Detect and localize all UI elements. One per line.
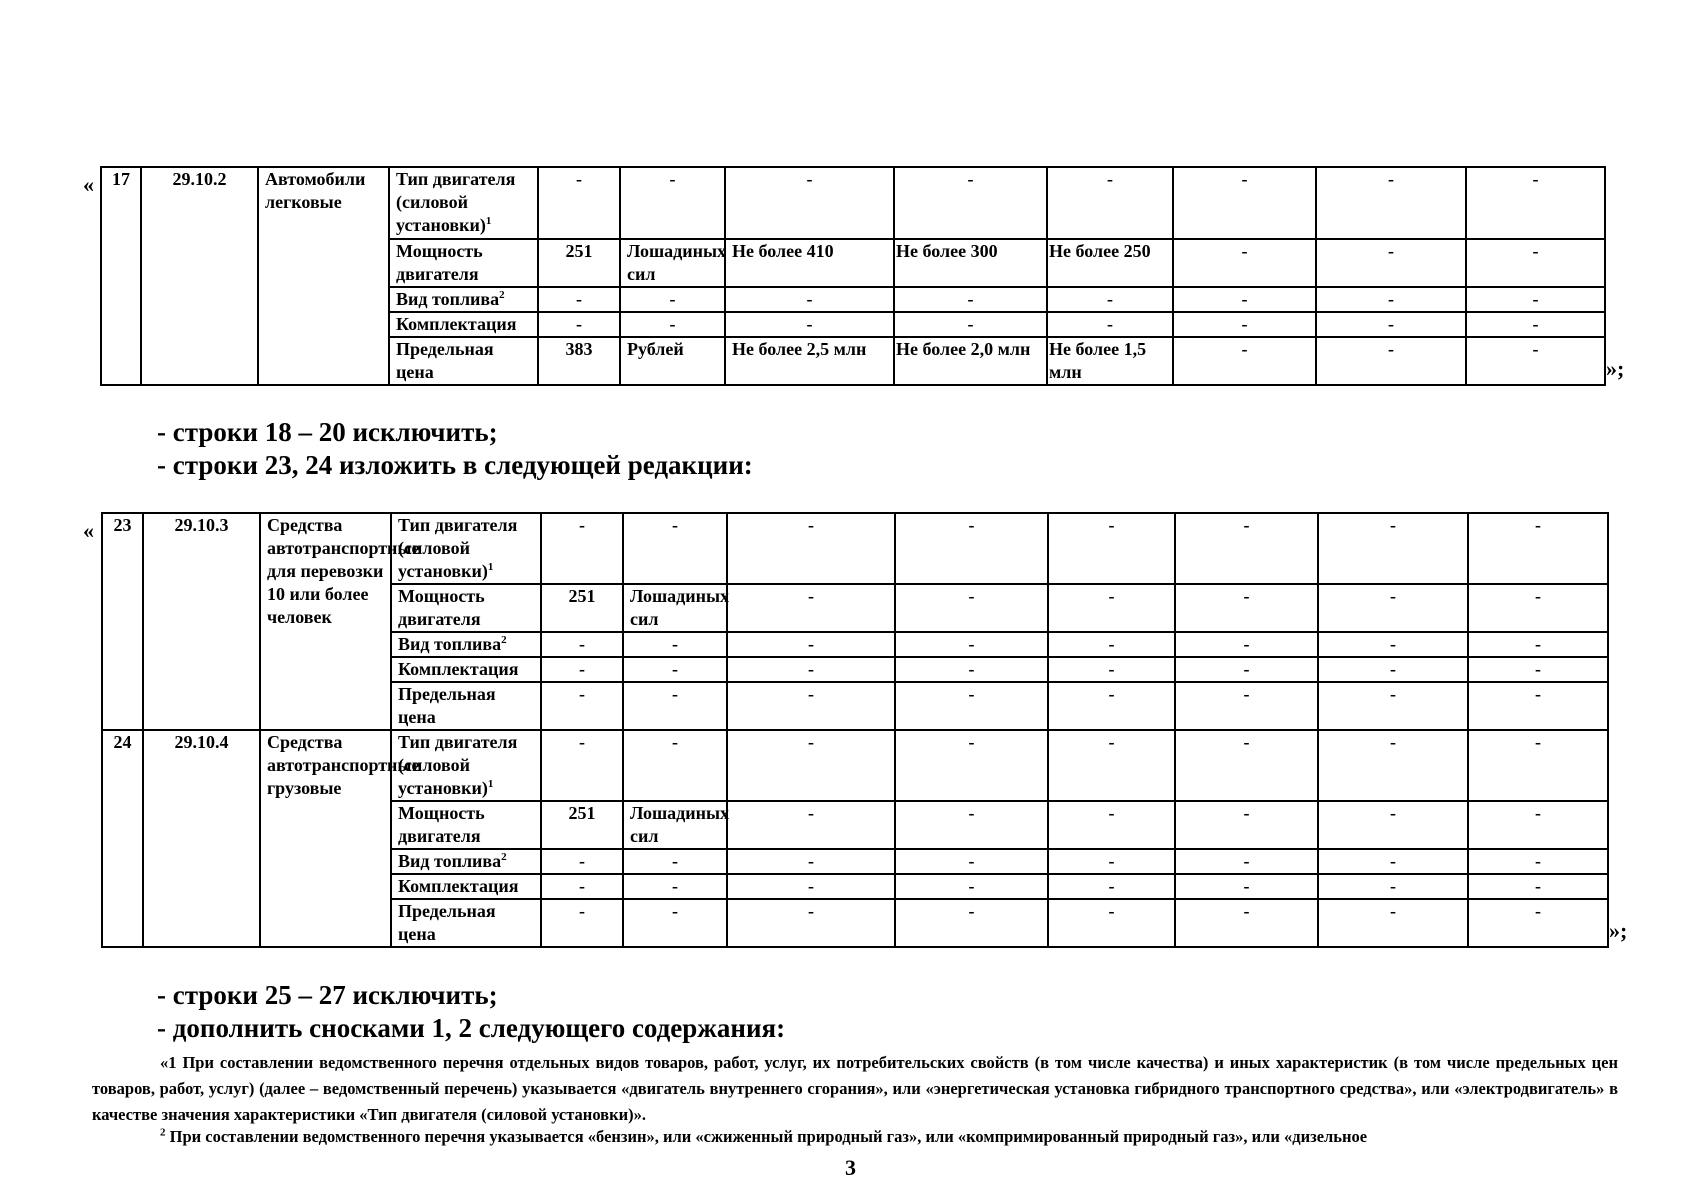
dash-cell: - [894, 287, 1047, 312]
table-row [102, 513, 1608, 584]
dash-cell: - [620, 287, 725, 312]
dash-cell: - [725, 287, 894, 312]
table-rows-23-24 [101, 512, 1609, 948]
dash-cell: - [1466, 167, 1605, 239]
dash-cell: - [1318, 682, 1468, 730]
dash-cell: - [541, 657, 623, 682]
footnote-2 [92, 1124, 1618, 1150]
characteristic-label: Мощность двигателя [391, 801, 541, 849]
dash-cell: - [894, 312, 1047, 337]
characteristic-label: Мощность двигателя [389, 239, 538, 287]
dash-cell: - [727, 657, 895, 682]
row-number: 24 [102, 730, 143, 947]
dash-cell: - [623, 899, 727, 947]
dash-cell: - [895, 874, 1048, 899]
dash-cell: - [727, 632, 895, 657]
dash-cell: - [623, 513, 727, 584]
dash-cell: - [725, 312, 894, 337]
unit-name: Лошадиных сил [623, 584, 727, 632]
dash-cell: - [1468, 513, 1608, 584]
characteristic-label: Предельная цена [389, 337, 538, 385]
dash-cell: - [1175, 874, 1318, 899]
dash-cell: - [1175, 849, 1318, 874]
table-row-17 [100, 166, 1606, 386]
dash-cell: - [1468, 801, 1608, 849]
dash-cell: - [1048, 513, 1175, 584]
value-cell: Не более 250 [1047, 239, 1173, 287]
dash-cell: - [1318, 849, 1468, 874]
row-number: 23 [102, 513, 143, 730]
dash-cell: - [1048, 632, 1175, 657]
okei-code: 383 [538, 337, 620, 385]
dash-cell: - [1047, 287, 1173, 312]
dash-cell: - [623, 849, 727, 874]
dash-cell: - [1175, 513, 1318, 584]
close-quote-1: »; [1606, 356, 1625, 381]
dash-cell: - [1468, 657, 1608, 682]
dash-cell: - [538, 312, 620, 337]
item-name: Автомобили легковые [258, 167, 389, 385]
characteristic-label: Комплектация [389, 312, 538, 337]
dash-cell: - [1468, 584, 1608, 632]
dash-cell: - [1318, 657, 1468, 682]
okpd-code: 29.10.4 [143, 730, 260, 947]
dash-cell: - [1047, 312, 1173, 337]
characteristic-label: Тип двигателя (силовой установки)$^1$ [391, 513, 541, 584]
dash-cell: - [541, 682, 623, 730]
dash-cell: - [620, 312, 725, 337]
dash-cell: - [623, 682, 727, 730]
dash-cell: - [1318, 632, 1468, 657]
dash-cell: - [1318, 874, 1468, 899]
dash-cell: - [1175, 801, 1318, 849]
dash-cell: - [623, 632, 727, 657]
dash-cell: - [1468, 632, 1608, 657]
table-row [102, 730, 1608, 801]
row-number: 17 [101, 167, 141, 385]
characteristic-label: Предельная цена [391, 682, 541, 730]
dash-cell: - [541, 899, 623, 947]
dash-cell: - [1173, 287, 1316, 312]
characteristic-label: Вид топлива$^2$ [391, 849, 541, 874]
dash-cell: - [1468, 874, 1608, 899]
unit-name: Лошадиных сил [623, 801, 727, 849]
characteristic-label: Мощность двигателя [391, 584, 541, 632]
dash-cell: - [727, 899, 895, 947]
dash-cell: - [727, 730, 895, 801]
footnote-1-text: При составлении ведомственного перечня отдельных видов товаров, работ, услуг, их потребительских свойств (в том числе качества) и иных характеристик (в том числе предельных цен товаров, работ, услуг) (далее – ведомственный перечень) указывается «двигатель внутреннего сгорания», или «энергетическая установка гибридного транспортного средства», или «электродвигатель» в качестве значения характеристики «Тип двигателя (силовой установки)». [92, 1053, 1618, 1124]
footnote-2-mark: 2 [160, 1126, 166, 1139]
dash-cell: - [623, 657, 727, 682]
footnote-1 [92, 1050, 1618, 1128]
dash-cell: - [1316, 337, 1466, 385]
dash-cell: - [895, 632, 1048, 657]
dash-cell: - [1175, 584, 1318, 632]
dash-cell: - [895, 657, 1048, 682]
dash-cell: - [1175, 730, 1318, 801]
dash-cell: - [725, 167, 894, 239]
dash-cell: - [1318, 584, 1468, 632]
dash-cell: - [1048, 682, 1175, 730]
okei-code: 251 [538, 239, 620, 287]
close-quote-2: »; [1609, 918, 1628, 943]
dash-cell: - [541, 730, 623, 801]
amendment-paragraph: - строки 18 – 20 исключить; [157, 417, 498, 447]
dash-cell: - [541, 513, 623, 584]
table-row [101, 167, 1605, 239]
dash-cell: - [1175, 657, 1318, 682]
open-quote-2: « [83, 518, 94, 543]
item-name: Средства автотранспортные грузовые [260, 730, 391, 947]
dash-cell: - [727, 801, 895, 849]
dash-cell: - [1048, 657, 1175, 682]
dash-cell: - [727, 849, 895, 874]
okei-code: 251 [541, 584, 623, 632]
dash-cell: - [895, 730, 1048, 801]
value-cell: Не более 1,5 млн [1047, 337, 1173, 385]
characteristic-label: Тип двигателя (силовой установки)$^1$ [389, 167, 538, 239]
dash-cell: - [1316, 312, 1466, 337]
dash-cell: - [1175, 682, 1318, 730]
characteristic-label: Вид топлива$^2$ [391, 632, 541, 657]
dash-cell: - [538, 287, 620, 312]
dash-cell: - [727, 874, 895, 899]
item-name: Средства автотранспортные для перевозки 10 или более человек [260, 513, 391, 730]
dash-cell: - [1048, 584, 1175, 632]
dash-cell: - [541, 632, 623, 657]
dash-cell: - [1048, 874, 1175, 899]
dash-cell: - [1316, 239, 1466, 287]
dash-cell: - [894, 167, 1047, 239]
dash-cell: - [1316, 287, 1466, 312]
okpd-code: 29.10.2 [141, 167, 258, 385]
characteristic-label: Комплектация [391, 657, 541, 682]
dash-cell: - [1318, 513, 1468, 584]
dash-cell: - [727, 584, 895, 632]
footnote-2-text: При составлении ведомственного перечня указывается «бензин», или «сжиженный природный газ», или «компримированный природный газ», или «дизельное [169, 1127, 1368, 1146]
dash-cell: - [1466, 337, 1605, 385]
dash-cell: - [895, 801, 1048, 849]
unit-name: Рублей [620, 337, 725, 385]
dash-cell: - [1466, 287, 1605, 312]
characteristic-label: Тип двигателя (силовой установки)$^1$ [391, 730, 541, 801]
characteristic-label: Предельная цена [391, 899, 541, 947]
dash-cell: - [541, 874, 623, 899]
dash-cell: - [1316, 167, 1466, 239]
dash-cell: - [1175, 632, 1318, 657]
value-cell: Не более 2,5 млн [725, 337, 894, 385]
value-cell: Не более 300 [894, 239, 1047, 287]
dash-cell: - [1468, 682, 1608, 730]
dash-cell: - [895, 682, 1048, 730]
amendment-paragraph: - строки 23, 24 изложить в следующей редакции: [157, 450, 753, 480]
dash-cell: - [1318, 730, 1468, 801]
dash-cell: - [623, 730, 727, 801]
dash-cell: - [1468, 730, 1608, 801]
dash-cell: - [1047, 167, 1173, 239]
value-cell: Не более 410 [725, 239, 894, 287]
characteristic-label: Комплектация [391, 874, 541, 899]
characteristic-label: Вид топлива$^2$ [389, 287, 538, 312]
dash-cell: - [1048, 849, 1175, 874]
dash-cell: - [1048, 899, 1175, 947]
dash-cell: - [541, 849, 623, 874]
dash-cell: - [538, 167, 620, 239]
dash-cell: - [1173, 167, 1316, 239]
dash-cell: - [895, 849, 1048, 874]
dash-cell: - [1468, 849, 1608, 874]
dash-cell: - [727, 513, 895, 584]
dash-cell: - [1466, 239, 1605, 287]
okpd-code: 29.10.3 [143, 513, 260, 730]
dash-cell: - [895, 584, 1048, 632]
dash-cell: - [1466, 312, 1605, 337]
amendment-paragraph: - строки 25 – 27 исключить; [157, 980, 498, 1010]
dash-cell: - [895, 899, 1048, 947]
dash-cell: - [1175, 899, 1318, 947]
dash-cell: - [1173, 337, 1316, 385]
page-number: 3 [845, 1155, 856, 1180]
amendment-paragraph: - дополнить сносками 1, 2 следующего содержания: [157, 1013, 786, 1043]
footnote-1-mark: «1 [160, 1053, 177, 1072]
okei-code: 251 [541, 801, 623, 849]
dash-cell: - [1468, 899, 1608, 947]
dash-cell: - [1318, 801, 1468, 849]
dash-cell: - [1318, 899, 1468, 947]
dash-cell: - [623, 874, 727, 899]
dash-cell: - [895, 513, 1048, 584]
dash-cell: - [1173, 239, 1316, 287]
value-cell: Не более 2,0 млн [894, 337, 1047, 385]
dash-cell: - [620, 167, 725, 239]
dash-cell: - [1173, 312, 1316, 337]
unit-name: Лошадиных сил [620, 239, 725, 287]
dash-cell: - [1048, 801, 1175, 849]
open-quote-1: « [83, 172, 94, 197]
dash-cell: - [727, 682, 895, 730]
dash-cell: - [1048, 730, 1175, 801]
